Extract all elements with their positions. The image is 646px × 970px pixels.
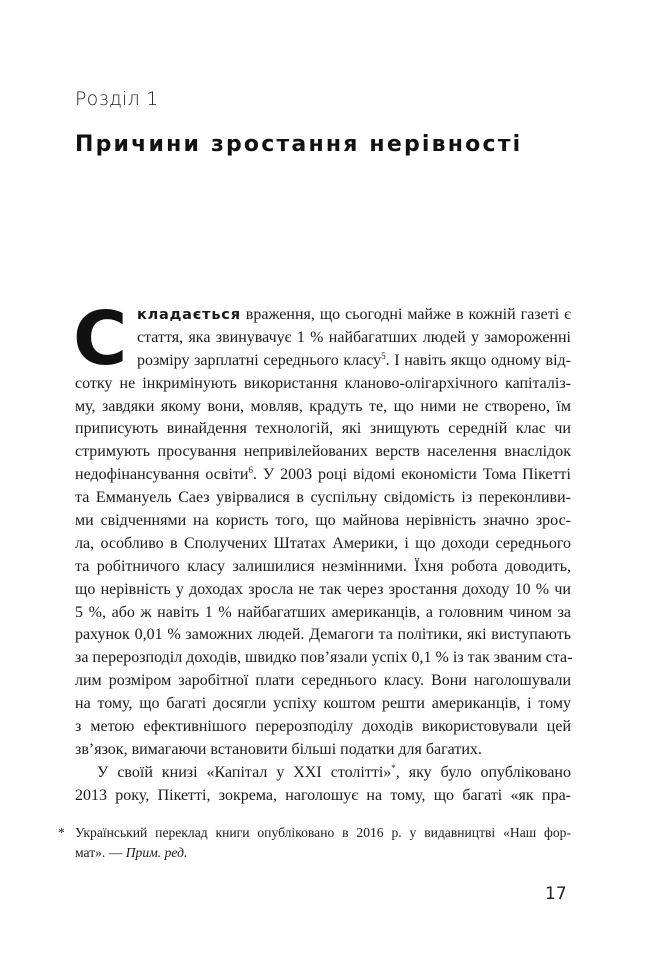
- chapter-label: Розділ 1: [75, 88, 159, 110]
- footnote-mark: *: [58, 825, 65, 840]
- body-line: 5 %, або ж навіть 1 % найбагатших американців, а головним чином за: [75, 603, 571, 621]
- body-line: та Еммануель Саез увірвалися в суспільну свідомість із переконливи-: [75, 489, 571, 507]
- body-line: що нерівність у доходах зросла не так через зростання доходу 10 % чи: [75, 580, 571, 598]
- body-line: зв’язок, вимагаючи встановити більші податки для багатих.: [75, 740, 482, 758]
- body-line: з метою ефективнішого перерозподілу доходів використовували цей: [75, 718, 571, 736]
- lead-word: кладається: [137, 307, 241, 323]
- body-line: на тому, що багаті досягли успіху коштом решти американців, і тому: [75, 695, 571, 713]
- body-line: приписують винайдення технологій, які знищують середній клас чи: [75, 420, 571, 438]
- chapter-title: Причини зростання нерівності: [75, 132, 523, 157]
- body-line: стаття, яка звинувачує 1 % найбагатших людей у замороженні: [137, 328, 571, 346]
- body-line: сотку не інкримінують використання кланово-олігархічного капіталіз-: [75, 374, 571, 392]
- footnote-line: * Український переклад книги опубліковано в 2016 р. у видавництві «Наш фор-: [58, 823, 571, 843]
- drop-cap: С: [73, 296, 128, 382]
- footnote-ref: 5: [381, 350, 386, 361]
- footnote-ref: *: [391, 762, 396, 773]
- body-line: та робітничого класу залишилися незмінними. Їхня робота доводить,: [75, 557, 571, 575]
- body-line: 2013 року, Пікетті, зокрема, наголошує на тому, що багаті «як пра-: [75, 786, 571, 804]
- page-number: 17: [545, 884, 567, 904]
- body-text: [73, 296, 573, 808]
- footnote-line: мат». — Прим. ред.: [75, 845, 188, 860]
- footnote-ref: 6: [248, 465, 253, 476]
- body-line: кладається враження, що сьогодні майже в кожній газеті є: [137, 306, 571, 323]
- body-line: недофінансування освіти$^6$. У 2003 році відомі економісти Тома Пікетті: [75, 465, 571, 484]
- body-line: стримують просування непривілейованих верств населення внаслідок: [75, 443, 571, 461]
- editor-note: Прим. ред.: [125, 845, 188, 860]
- body-line: розміру зарплатні середнього класу$^5$. І навіть якщо одному від-: [137, 350, 572, 369]
- body-line: ла, особливо в Сполучених Штатах Америки, і що доходи середнього: [75, 534, 571, 552]
- body-line: рахунок 0,01 % заможних людей. Демагоги та політики, які виступають: [75, 626, 571, 644]
- body-line: ми свідченнями на користь того, що майнова нерівність значно зрос-: [75, 512, 571, 530]
- body-line: У своїй книзі «Капітал у XXI столітті»*, яку було опубліковано: [97, 762, 571, 781]
- body-line: за перерозподіл доходів, швидко пов’язали успіх 0,1 % із так званим ста-: [75, 649, 573, 667]
- body-line: му, завдяки якому вони, мовляв, крадуть те, що ними не створено, їм: [75, 397, 571, 415]
- footnote: [58, 823, 571, 863]
- body-line: лим розміром заробітної плати середнього класу. Вони наголошували: [75, 672, 571, 690]
